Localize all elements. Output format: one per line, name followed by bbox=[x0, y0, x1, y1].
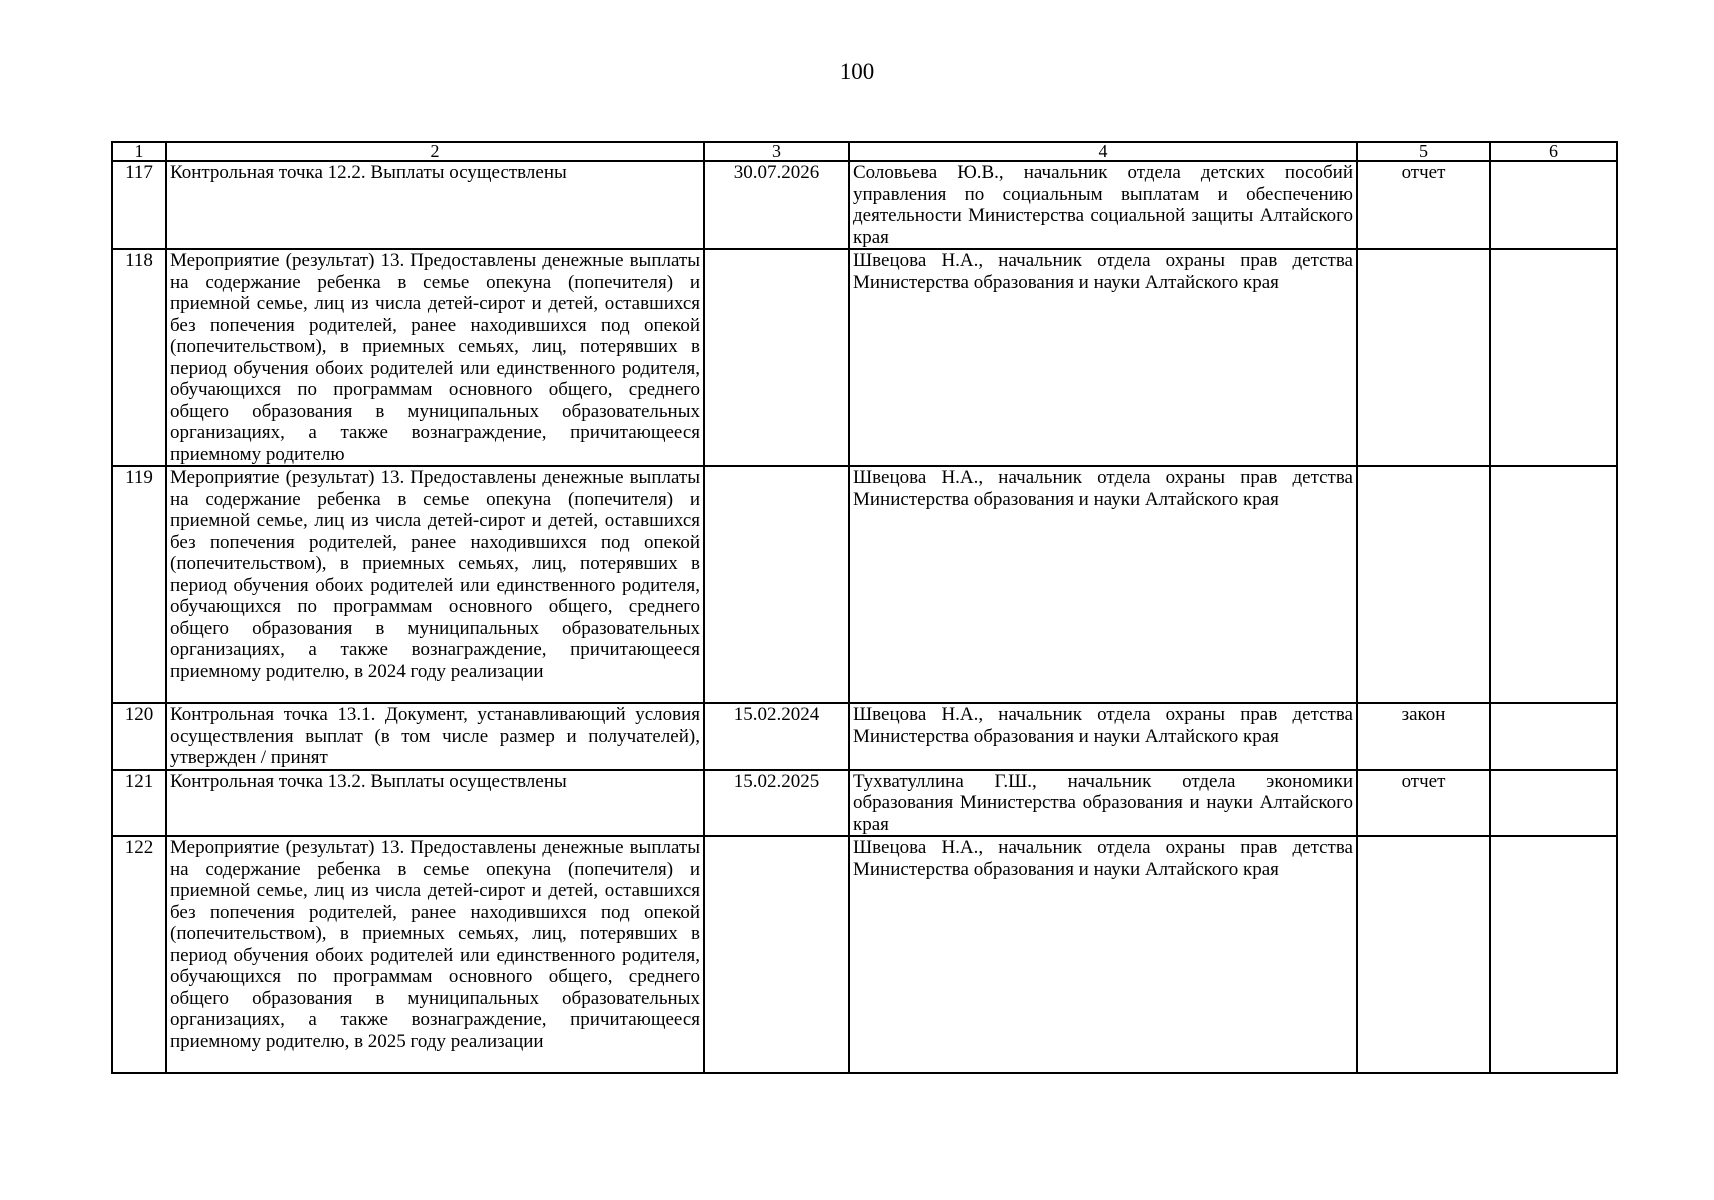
page-number: 100 bbox=[839, 59, 875, 84]
column-header: 1 bbox=[112, 142, 166, 161]
row-number: 121 bbox=[112, 770, 166, 837]
row-document: закон bbox=[1357, 703, 1490, 770]
row-col6 bbox=[1490, 161, 1617, 249]
table-row bbox=[112, 249, 1617, 466]
table-header-row bbox=[112, 142, 1617, 161]
row-document bbox=[1357, 466, 1490, 703]
row-deadline bbox=[704, 249, 849, 466]
column-header: 3 bbox=[704, 142, 849, 161]
row-deadline: 15.02.2024 bbox=[704, 703, 849, 770]
row-responsible: Швецова Н.А., начальник отдела охраны прав детства Министерства образования и науки Алтайского края bbox=[849, 836, 1357, 1073]
row-description: Мероприятие (результат) 13. Предоставлены денежные выплаты на содержание ребенка в семье опекуна (попечителя) и приемной семье, лиц из числа детей-сирот и детей, оставшихся без попечения родителей, ранее находившихся под опекой (попечительством), в приемных семьях, лиц, потерявших в период обучения обоих родителей или единственного родителя, обучающихся по программам основного общего, среднего общего образования в муниципальных образовательных организациях, а также вознаграждение, причитающееся приемному родителю, в 2025 году реализации bbox=[166, 836, 704, 1073]
row-document bbox=[1357, 249, 1490, 466]
row-document bbox=[1357, 836, 1490, 1073]
row-col6 bbox=[1490, 770, 1617, 837]
row-description: Контрольная точка 13.1. Документ, устанавливающий условия осуществления выплат (в том числе размер и получателей), утвержден / принят bbox=[166, 703, 704, 770]
row-col6 bbox=[1490, 836, 1617, 1073]
table-row bbox=[112, 836, 1617, 1073]
row-responsible: Соловьева Ю.В., начальник отдела детских пособий управления по социальным выплатам и обеспечению деятельности Министерства социальной защиты Алтайского края bbox=[849, 161, 1357, 249]
column-header: 6 bbox=[1490, 142, 1617, 161]
row-number: 118 bbox=[112, 249, 166, 466]
row-col6 bbox=[1490, 703, 1617, 770]
row-description: Контрольная точка 12.2. Выплаты осуществлены bbox=[166, 161, 704, 249]
column-header: 5 bbox=[1357, 142, 1490, 161]
row-description: Контрольная точка 13.2. Выплаты осуществлены bbox=[166, 770, 704, 837]
row-document: отчет bbox=[1357, 161, 1490, 249]
row-number: 120 bbox=[112, 703, 166, 770]
row-document: отчет bbox=[1357, 770, 1490, 837]
row-description: Мероприятие (результат) 13. Предоставлены денежные выплаты на содержание ребенка в семье опекуна (попечителя) и приемной семье, лиц из числа детей-сирот и детей, оставшихся без попечения родителей, ранее находившихся под опекой (попечительством), в приемных семьях, лиц, потерявших в период обучения обоих родителей или единственного родителя, обучающихся по программам основного общего, среднего общего образования в муниципальных образовательных организациях, а также вознаграждение, причитающееся приемному родителю bbox=[166, 249, 704, 466]
row-description: Мероприятие (результат) 13. Предоставлены денежные выплаты на содержание ребенка в семье опекуна (попечителя) и приемной семье, лиц из числа детей-сирот и детей, оставшихся без попечения родителей, ранее находившихся под опекой (попечительством), в приемных семьях, лиц, потерявших в период обучения обоих родителей или единственного родителя, обучающихся по программам основного общего, среднего общего образования в муниципальных образовательных организациях, а также вознаграждение, причитающееся приемному родителю, в 2024 году реализации bbox=[166, 466, 704, 703]
row-deadline bbox=[704, 466, 849, 703]
table-row bbox=[112, 770, 1617, 837]
row-col6 bbox=[1490, 466, 1617, 703]
row-deadline: 30.07.2026 bbox=[704, 161, 849, 249]
row-number: 122 bbox=[112, 836, 166, 1073]
table-row bbox=[112, 466, 1617, 703]
row-responsible: Тухватуллина Г.Ш., начальник отдела экономики образования Министерства образования и науки Алтайского края bbox=[849, 770, 1357, 837]
table-row bbox=[112, 703, 1617, 770]
column-header: 2 bbox=[166, 142, 704, 161]
row-deadline: 15.02.2025 bbox=[704, 770, 849, 837]
row-number: 117 bbox=[112, 161, 166, 249]
row-responsible: Швецова Н.А., начальник отдела охраны прав детства Министерства образования и науки Алтайского края bbox=[849, 249, 1357, 466]
row-col6 bbox=[1490, 249, 1617, 466]
row-responsible: Швецова Н.А., начальник отдела охраны прав детства Министерства образования и науки Алтайского края bbox=[849, 703, 1357, 770]
plan-table bbox=[111, 141, 1618, 1074]
row-deadline bbox=[704, 836, 849, 1073]
column-header: 4 bbox=[849, 142, 1357, 161]
row-responsible: Швецова Н.А., начальник отдела охраны прав детства Министерства образования и науки Алтайского края bbox=[849, 466, 1357, 703]
row-number: 119 bbox=[112, 466, 166, 703]
table-row bbox=[112, 161, 1617, 249]
